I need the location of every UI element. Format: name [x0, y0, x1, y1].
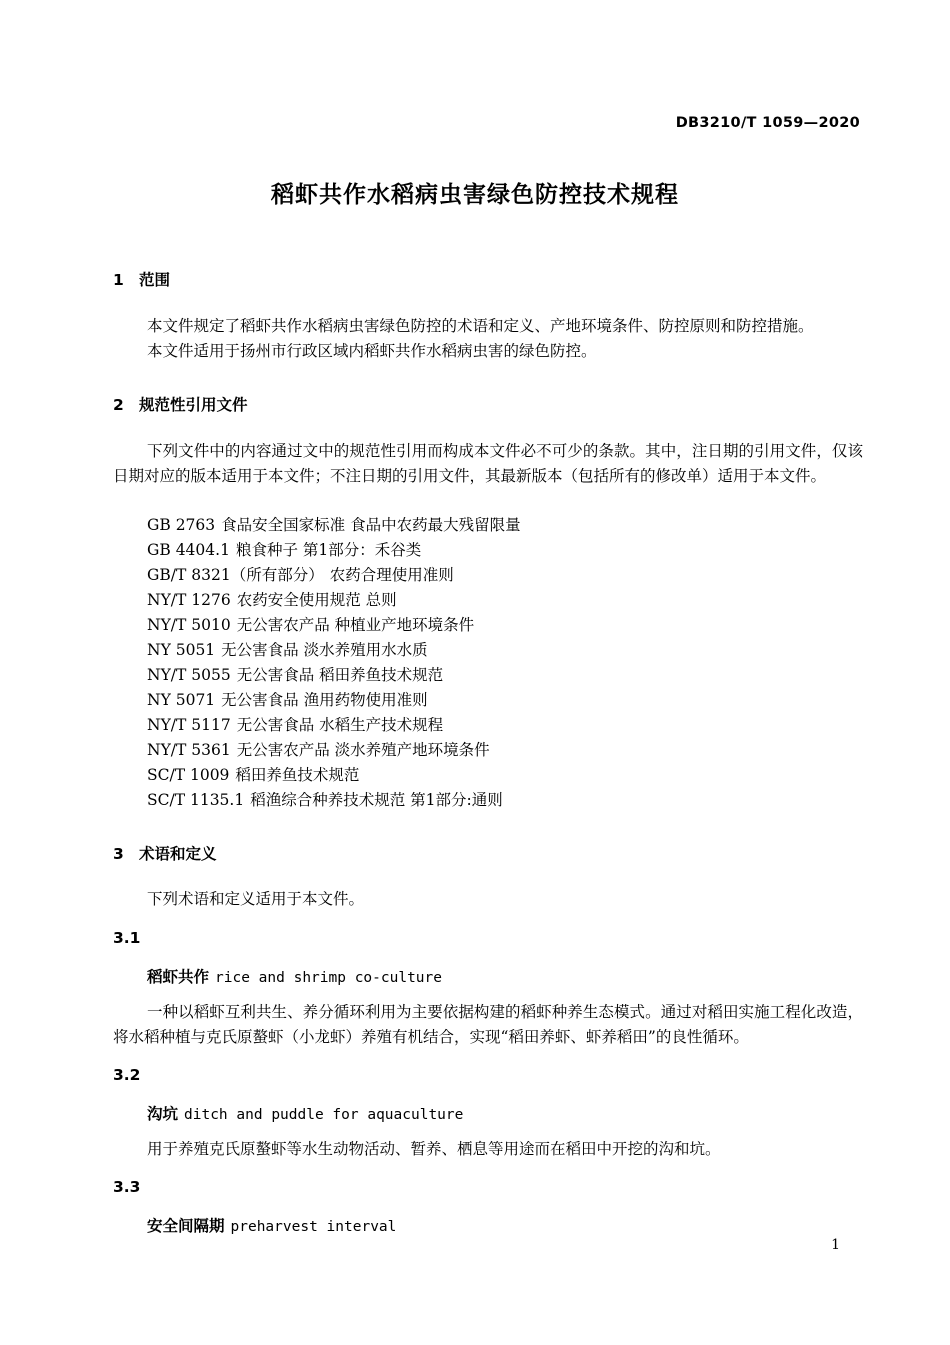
reference-code: NY/T 5010	[147, 616, 231, 634]
term-en: ditch and puddle for aquaculture	[184, 1107, 464, 1123]
list-item	[147, 763, 521, 788]
list-item	[147, 638, 521, 663]
term-definition: 用于养殖克氏原螯虾等水生动物活动、暂养、栖息等用途而在稻田中开挖的沟和坑。	[147, 1140, 721, 1158]
page-number: 1	[831, 1237, 840, 1253]
section-number: 3	[113, 845, 124, 863]
reference-title: 无公害食品 水稻生产技术规程	[236, 716, 444, 734]
clause-number: 3.3	[113, 1178, 141, 1196]
standard-code: DB3210/T 1059—2020	[675, 115, 860, 131]
term-zh: 安全间隔期	[147, 1217, 225, 1235]
section-title: 规范性引用文件	[139, 396, 248, 414]
reference-title: 无公害农产品 种植业产地环境条件	[236, 616, 475, 634]
document-title: 稻虾共作水稻病虫害绿色防控技术规程	[271, 182, 679, 208]
term-definition: 一种以稻虾互利共生、养分循环利用为主要依据构建的稻虾种养生态模式。通过对稻田实施工程化改造，将水稻种植与克氏原螯虾（小龙虾）养殖有机结合，实现“稻田养虾、虾养稻田”的良性循环。	[113, 1003, 863, 1046]
reference-title: 稻田养鱼技术规范	[235, 766, 360, 784]
reference-title: 无公害食品 渔用药物使用准则	[221, 691, 428, 709]
reference-code: SC/T 1009	[147, 766, 230, 784]
term-rice-shrimp	[147, 965, 442, 987]
clause-number: 3.2	[113, 1066, 141, 1084]
reference-title: 无公害食品 稻田养鱼技术规范	[236, 666, 444, 684]
reference-title: 无公害农产品 淡水养殖产地环境条件	[236, 741, 490, 759]
reference-code: NY 5051	[147, 641, 216, 659]
reference-title: 食品安全国家标准 食品中农药最大残留限量	[221, 516, 521, 534]
term-ditch	[147, 1102, 463, 1124]
reference-code: NY/T 5361	[147, 741, 231, 759]
reference-code: NY/T 5117	[147, 716, 231, 734]
reference-list	[147, 513, 521, 813]
reference-code: NY 5071	[147, 691, 216, 709]
list-item	[147, 738, 521, 763]
list-item	[147, 663, 521, 688]
list-item	[147, 513, 521, 538]
term-en: preharvest interval	[230, 1219, 397, 1235]
reference-code: NY/T 1276	[147, 591, 231, 609]
list-item	[147, 688, 521, 713]
section-title: 术语和定义	[139, 845, 217, 863]
terms-intro: 下列术语和定义适用于本文件。	[147, 890, 365, 908]
list-item	[147, 588, 521, 613]
reference-title: 粮食种子 第1部分：禾谷类	[235, 541, 422, 559]
reference-title: 稻渔综合种养技术规范 第1部分:通则	[250, 791, 503, 809]
list-item	[147, 613, 521, 638]
reference-title: 农药合理使用准则	[329, 566, 454, 584]
list-item	[147, 538, 521, 563]
section-number: 1	[113, 271, 124, 289]
reference-code: NY/T 5055	[147, 666, 231, 684]
term-zh: 沟坑	[147, 1105, 179, 1123]
term-en: rice and shrimp co-culture	[215, 970, 442, 986]
reference-code: GB 2763	[147, 516, 216, 534]
section-heading-terms	[113, 842, 217, 864]
section-title: 范围	[139, 271, 171, 289]
list-item	[147, 788, 521, 813]
section-heading-scope	[113, 268, 170, 290]
scope-paragraph-2: 本文件适用于扬州市行政区域内稻虾共作水稻病虫害的绿色防控。	[147, 342, 597, 360]
section-heading-normative-references	[113, 393, 248, 415]
list-item	[147, 713, 521, 738]
reference-title: 无公害食品 淡水养殖用水水质	[221, 641, 428, 659]
clause-number: 3.1	[113, 929, 141, 947]
term-zh: 稻虾共作	[147, 968, 210, 986]
scope-paragraph-1: 本文件规定了稻虾共作水稻病虫害绿色防控的术语和定义、产地环境条件、防控原则和防控措施。	[147, 317, 814, 335]
reference-code: GB 4404.1	[147, 541, 230, 559]
section-number: 2	[113, 396, 124, 414]
term-preharvest-interval	[147, 1214, 396, 1236]
list-item	[147, 563, 521, 588]
references-intro: 下列文件中的内容通过文中的规范性引用而构成本文件必不可少的条款。其中，注日期的引用文件，仅该日期对应的版本适用于本文件；不注日期的引用文件，其最新版本（包括所有的修改单）适用于本文件。	[113, 442, 863, 485]
reference-title: 农药安全使用规范 总则	[236, 591, 397, 609]
reference-code: GB/T 8321（所有部分）	[147, 566, 324, 584]
reference-code: SC/T 1135.1	[147, 791, 245, 809]
